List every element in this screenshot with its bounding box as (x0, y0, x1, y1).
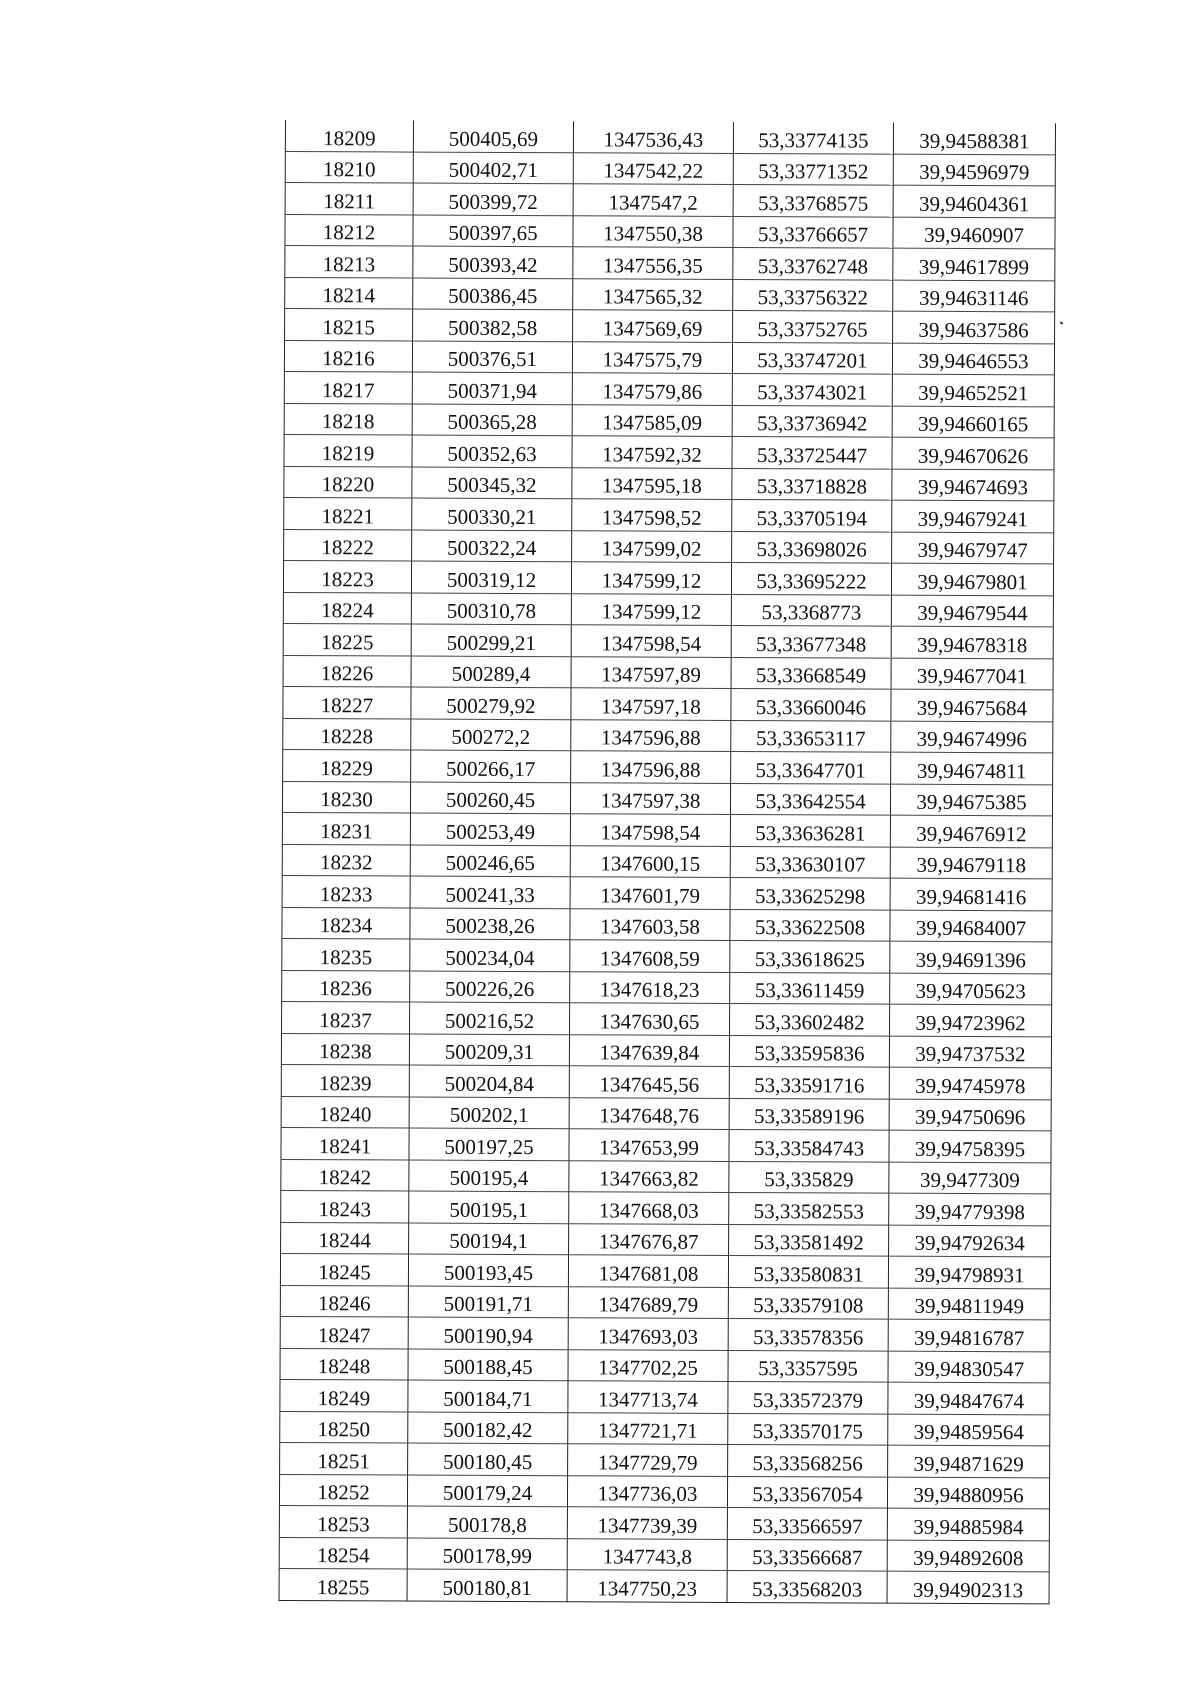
latitude-cell: 53,33570175 (728, 1413, 888, 1445)
y-coordinate-cell: 1347579,86 (572, 373, 732, 405)
y-coordinate-cell: 1347721,71 (568, 1412, 728, 1444)
table-row (279, 1537, 1049, 1572)
point-number-cell: 18219 (284, 434, 412, 466)
x-coordinate-cell: 500184,71 (408, 1380, 568, 1412)
longitude-cell: 39,94885984 (887, 1508, 1049, 1540)
longitude-cell: 39,94674693 (892, 469, 1054, 501)
point-number-cell: 18227 (283, 686, 411, 718)
point-number-cell: 18242 (281, 1159, 409, 1191)
longitude-cell: 39,94830547 (888, 1351, 1050, 1383)
y-coordinate-cell: 1347585,09 (572, 404, 732, 436)
x-coordinate-cell: 500310,78 (411, 593, 571, 625)
table-row (281, 1096, 1051, 1131)
table-row (285, 120, 1055, 154)
x-coordinate-cell: 500180,81 (407, 1569, 567, 1601)
point-number-cell: 18216 (284, 340, 412, 372)
y-coordinate-cell: 1347689,79 (568, 1286, 728, 1318)
y-coordinate-cell: 1347653,99 (569, 1129, 729, 1161)
table-row (279, 1474, 1049, 1509)
y-coordinate-cell: 1347575,79 (572, 341, 732, 373)
longitude-cell: 39,94676912 (890, 815, 1052, 847)
longitude-cell: 39,94674996 (891, 721, 1053, 753)
y-coordinate-cell: 1347598,54 (571, 625, 731, 657)
x-coordinate-cell: 500182,42 (408, 1412, 568, 1444)
x-coordinate-cell: 500202,1 (409, 1097, 569, 1129)
point-number-cell: 18243 (281, 1190, 409, 1222)
longitude-cell: 39,94604361 (893, 185, 1055, 217)
table-row (282, 844, 1052, 879)
latitude-cell: 53,33579108 (728, 1287, 888, 1319)
longitude-cell: 39,94631146 (893, 280, 1055, 312)
y-coordinate-cell: 1347536,43 (573, 121, 733, 153)
longitude-cell: 39,94675385 (890, 784, 1052, 816)
point-number-cell: 18229 (283, 749, 411, 781)
y-coordinate-cell: 1347599,02 (572, 530, 732, 562)
x-coordinate-cell: 500194,1 (409, 1223, 569, 1255)
point-number-cell: 18235 (282, 938, 410, 970)
x-coordinate-cell: 500345,32 (412, 467, 572, 499)
y-coordinate-cell: 1347550,38 (573, 215, 733, 247)
longitude-cell: 39,94681416 (890, 878, 1052, 910)
y-coordinate-cell: 1347599,12 (571, 593, 731, 625)
point-number-cell: 18221 (284, 497, 412, 529)
x-coordinate-cell: 500289,4 (411, 656, 571, 688)
point-number-cell: 18210 (285, 151, 413, 183)
x-coordinate-cell: 500209,31 (409, 1034, 569, 1066)
longitude-cell: 39,94847674 (888, 1382, 1050, 1414)
table-row (285, 246, 1055, 281)
point-number-cell: 18218 (284, 403, 412, 435)
table-row (284, 403, 1054, 438)
x-coordinate-cell: 500352,63 (412, 435, 572, 467)
latitude-cell: 53,33582553 (729, 1192, 889, 1224)
latitude-cell: 53,33642554 (730, 783, 890, 815)
latitude-cell: 53,33572379 (728, 1381, 888, 1413)
x-coordinate-cell: 500197,25 (409, 1128, 569, 1160)
x-coordinate-cell: 500178,99 (407, 1538, 567, 1570)
longitude-cell: 39,94745978 (889, 1067, 1051, 1099)
x-coordinate-cell: 500179,24 (407, 1475, 567, 1507)
table-row (285, 214, 1055, 249)
x-coordinate-cell: 500402,71 (413, 152, 573, 184)
point-number-cell: 18248 (280, 1348, 408, 1380)
y-coordinate-cell: 1347681,08 (568, 1255, 728, 1287)
latitude-cell: 53,33567054 (727, 1476, 887, 1508)
x-coordinate-cell: 500365,28 (412, 404, 572, 436)
x-coordinate-cell: 500191,71 (408, 1286, 568, 1318)
x-coordinate-cell: 500188,45 (408, 1349, 568, 1381)
latitude-cell: 53,33622508 (730, 909, 890, 941)
table-row (285, 277, 1055, 312)
coordinates-table (279, 120, 1056, 1604)
x-coordinate-cell: 500260,45 (410, 782, 570, 814)
table-row (285, 309, 1055, 344)
table-row (284, 529, 1054, 564)
table-row (283, 718, 1053, 753)
x-coordinate-cell: 500190,94 (408, 1317, 568, 1349)
y-coordinate-cell: 1347565,32 (573, 278, 733, 310)
point-number-cell: 18245 (280, 1253, 408, 1285)
x-coordinate-cell: 500393,42 (413, 246, 573, 278)
latitude-cell: 53,33677348 (731, 625, 891, 657)
x-coordinate-cell: 500405,69 (413, 121, 573, 153)
table-row (282, 781, 1052, 816)
longitude-cell: 39,94816787 (888, 1319, 1050, 1351)
point-number-cell: 18226 (283, 655, 411, 687)
longitude-cell: 39,94723962 (890, 1004, 1052, 1036)
point-number-cell: 18228 (283, 718, 411, 750)
y-coordinate-cell: 1347596,88 (571, 751, 731, 783)
point-number-cell: 18230 (282, 781, 410, 813)
y-coordinate-cell: 1347598,52 (572, 499, 732, 531)
table-row (282, 1001, 1052, 1036)
x-coordinate-cell: 500397,65 (413, 215, 573, 247)
point-number-cell: 18223 (283, 560, 411, 592)
latitude-cell: 53,33762748 (733, 247, 893, 279)
y-coordinate-cell: 1347569,69 (573, 310, 733, 342)
latitude-cell: 53,33736942 (732, 405, 892, 437)
longitude-cell: 39,9477309 (889, 1162, 1051, 1194)
x-coordinate-cell: 500266,17 (411, 750, 571, 782)
y-coordinate-cell: 1347599,12 (571, 562, 731, 594)
table-row (281, 1190, 1051, 1225)
point-number-cell: 18209 (285, 120, 413, 152)
table-row (281, 1127, 1051, 1162)
point-number-cell: 18238 (281, 1033, 409, 1065)
latitude-cell: 53,3368773 (731, 594, 891, 626)
stray-mark (1060, 321, 1064, 324)
table-row (284, 466, 1054, 501)
latitude-cell: 53,33695222 (731, 562, 891, 594)
x-coordinate-cell: 500371,94 (412, 372, 572, 404)
table-row (284, 371, 1054, 406)
longitude-cell: 39,94679747 (892, 532, 1054, 564)
point-number-cell: 18222 (284, 529, 412, 561)
longitude-cell: 39,94679241 (892, 500, 1054, 532)
longitude-cell: 39,94750696 (889, 1099, 1051, 1131)
table-row (279, 1505, 1049, 1540)
point-number-cell: 18213 (285, 246, 413, 278)
table-row (285, 151, 1055, 186)
x-coordinate-cell: 500319,12 (411, 561, 571, 593)
x-coordinate-cell: 500299,21 (411, 624, 571, 656)
point-number-cell: 18250 (280, 1411, 408, 1443)
table-row (280, 1411, 1050, 1446)
x-coordinate-cell: 500180,45 (408, 1443, 568, 1475)
point-number-cell: 18225 (283, 623, 411, 655)
point-number-cell: 18241 (281, 1127, 409, 1159)
point-number-cell: 18254 (279, 1537, 407, 1569)
y-coordinate-cell: 1347668,03 (569, 1192, 729, 1224)
latitude-cell: 53,33618625 (730, 940, 890, 972)
y-coordinate-cell: 1347598,54 (570, 814, 730, 846)
y-coordinate-cell: 1347595,18 (572, 467, 732, 499)
table-row (279, 1568, 1049, 1603)
point-number-cell: 18244 (281, 1222, 409, 1254)
x-coordinate-cell: 500322,24 (412, 530, 572, 562)
longitude-cell: 39,94675684 (891, 689, 1053, 721)
table-row (283, 655, 1053, 690)
point-number-cell: 18212 (285, 214, 413, 246)
x-coordinate-cell: 500234,04 (410, 939, 570, 971)
longitude-cell: 39,94652521 (892, 374, 1054, 406)
y-coordinate-cell: 1347676,87 (569, 1223, 729, 1255)
y-coordinate-cell: 1347630,65 (570, 1003, 730, 1035)
y-coordinate-cell: 1347618,23 (570, 971, 730, 1003)
table-row (285, 183, 1055, 218)
table-row (283, 623, 1053, 658)
y-coordinate-cell: 1347603,58 (570, 908, 730, 940)
y-coordinate-cell: 1347743,8 (567, 1538, 727, 1570)
y-coordinate-cell: 1347596,88 (571, 719, 731, 751)
longitude-cell: 39,94892608 (887, 1540, 1049, 1572)
longitude-cell: 39,94679544 (891, 595, 1053, 627)
longitude-cell: 39,94758395 (889, 1130, 1051, 1162)
point-number-cell: 18231 (282, 812, 410, 844)
longitude-cell: 39,94679118 (890, 847, 1052, 879)
latitude-cell: 53,33771352 (733, 153, 893, 185)
y-coordinate-cell: 1347648,76 (569, 1097, 729, 1129)
latitude-cell: 53,33630107 (730, 846, 890, 878)
latitude-cell: 53,33611459 (730, 972, 890, 1004)
latitude-cell: 53,33718828 (732, 468, 892, 500)
y-coordinate-cell: 1347693,03 (568, 1318, 728, 1350)
latitude-cell: 53,33581492 (729, 1224, 889, 1256)
point-number-cell: 18237 (282, 1001, 410, 1033)
point-number-cell: 18247 (280, 1316, 408, 1348)
latitude-cell: 53,33668549 (731, 657, 891, 689)
longitude-cell: 39,94678318 (891, 626, 1053, 658)
x-coordinate-cell: 500195,1 (409, 1191, 569, 1223)
latitude-cell: 53,33752765 (733, 310, 893, 342)
table-row (281, 1159, 1051, 1194)
x-coordinate-cell: 500279,92 (411, 687, 571, 719)
x-coordinate-cell: 500376,51 (412, 341, 572, 373)
y-coordinate-cell: 1347597,38 (570, 782, 730, 814)
y-coordinate-cell: 1347597,18 (571, 688, 731, 720)
latitude-cell: 53,33756322 (733, 279, 893, 311)
point-number-cell: 18233 (282, 875, 410, 907)
latitude-cell: 53,3357595 (728, 1350, 888, 1382)
table-row (282, 970, 1052, 1005)
table-row (280, 1348, 1050, 1383)
y-coordinate-cell: 1347729,79 (568, 1444, 728, 1476)
y-coordinate-cell: 1347663,82 (569, 1160, 729, 1192)
x-coordinate-cell: 500241,33 (410, 876, 570, 908)
longitude-cell: 39,9460907 (893, 217, 1055, 249)
table-row (283, 749, 1053, 784)
table-row (280, 1253, 1050, 1288)
y-coordinate-cell: 1347542,22 (573, 152, 733, 184)
table-row (284, 497, 1054, 532)
x-coordinate-cell: 500178,8 (407, 1506, 567, 1538)
y-coordinate-cell: 1347702,25 (568, 1349, 728, 1381)
latitude-cell: 53,33580831 (728, 1255, 888, 1287)
longitude-cell: 39,94684007 (890, 910, 1052, 942)
point-number-cell: 18252 (279, 1474, 407, 1506)
x-coordinate-cell: 500226,26 (410, 971, 570, 1003)
latitude-cell: 53,33725447 (732, 436, 892, 468)
latitude-cell: 53,33653117 (731, 720, 891, 752)
point-number-cell: 18215 (285, 309, 413, 341)
table-row (283, 686, 1053, 721)
latitude-cell: 53,33595836 (729, 1035, 889, 1067)
latitude-cell: 53,33568203 (727, 1570, 887, 1602)
x-coordinate-cell: 500399,72 (413, 183, 573, 215)
longitude-cell: 39,94691396 (890, 941, 1052, 973)
x-coordinate-cell: 500193,45 (408, 1254, 568, 1286)
longitude-cell: 39,94637586 (893, 311, 1055, 343)
latitude-cell: 53,33602482 (730, 1003, 890, 1035)
longitude-cell: 39,94646553 (892, 343, 1054, 375)
x-coordinate-cell: 500330,21 (412, 498, 572, 530)
longitude-cell: 39,94871629 (888, 1445, 1050, 1477)
point-number-cell: 18214 (285, 277, 413, 309)
longitude-cell: 39,94779398 (889, 1193, 1051, 1225)
x-coordinate-cell: 500195,4 (409, 1160, 569, 1192)
y-coordinate-cell: 1347736,03 (567, 1475, 727, 1507)
latitude-cell: 53,335829 (729, 1161, 889, 1193)
longitude-cell: 39,94660165 (892, 406, 1054, 438)
longitude-cell: 39,94880956 (887, 1477, 1049, 1509)
latitude-cell: 53,33566597 (727, 1507, 887, 1539)
point-number-cell: 18234 (282, 907, 410, 939)
latitude-cell: 53,33774135 (733, 122, 893, 154)
latitude-cell: 53,33647701 (731, 751, 891, 783)
latitude-cell: 53,33705194 (732, 499, 892, 531)
point-number-cell: 18217 (284, 371, 412, 403)
y-coordinate-cell: 1347608,59 (570, 940, 730, 972)
table-row (281, 1064, 1051, 1099)
table-row (284, 434, 1054, 469)
y-coordinate-cell: 1347597,89 (571, 656, 731, 688)
table-row (283, 592, 1053, 627)
point-number-cell: 18224 (283, 592, 411, 624)
y-coordinate-cell: 1347713,74 (568, 1381, 728, 1413)
latitude-cell: 53,33568256 (728, 1444, 888, 1476)
longitude-cell: 39,94902313 (887, 1571, 1049, 1603)
table-row (283, 560, 1053, 595)
latitude-cell: 53,33768575 (733, 184, 893, 216)
longitude-cell: 39,94596979 (893, 154, 1055, 186)
x-coordinate-cell: 500246,65 (410, 845, 570, 877)
latitude-cell: 53,33636281 (730, 814, 890, 846)
coordinates-table-body (279, 120, 1055, 1603)
table-row (280, 1316, 1050, 1351)
y-coordinate-cell: 1347601,79 (570, 877, 730, 909)
longitude-cell: 39,94670626 (892, 437, 1054, 469)
point-number-cell: 18240 (281, 1096, 409, 1128)
x-coordinate-cell: 500204,84 (409, 1065, 569, 1097)
table-row (282, 812, 1052, 847)
longitude-cell: 39,94674811 (891, 752, 1053, 784)
table-row (282, 875, 1052, 910)
latitude-cell: 53,33566687 (727, 1539, 887, 1571)
latitude-cell: 53,33660046 (731, 688, 891, 720)
point-number-cell: 18246 (280, 1285, 408, 1317)
point-number-cell: 18220 (284, 466, 412, 498)
table-row (280, 1379, 1050, 1414)
point-number-cell: 18255 (279, 1568, 407, 1600)
latitude-cell: 53,33766657 (733, 216, 893, 248)
longitude-cell: 39,94617899 (893, 248, 1055, 280)
longitude-cell: 39,94859564 (888, 1414, 1050, 1446)
point-number-cell: 18239 (281, 1064, 409, 1096)
y-coordinate-cell: 1347556,35 (573, 247, 733, 279)
y-coordinate-cell: 1347600,15 (570, 845, 730, 877)
y-coordinate-cell: 1347547,2 (573, 184, 733, 216)
latitude-cell: 53,33625298 (730, 877, 890, 909)
longitude-cell: 39,94588381 (893, 123, 1055, 155)
latitude-cell: 53,33584743 (729, 1129, 889, 1161)
x-coordinate-cell: 500238,26 (410, 908, 570, 940)
y-coordinate-cell: 1347639,84 (569, 1034, 729, 1066)
table-row (282, 907, 1052, 942)
longitude-cell: 39,94811949 (888, 1288, 1050, 1320)
point-number-cell: 18253 (279, 1505, 407, 1537)
point-number-cell: 18251 (280, 1442, 408, 1474)
latitude-cell: 53,33578356 (728, 1318, 888, 1350)
table-row (280, 1285, 1050, 1320)
x-coordinate-cell: 500253,49 (410, 813, 570, 845)
longitude-cell: 39,94677041 (891, 658, 1053, 690)
latitude-cell: 53,33591716 (729, 1066, 889, 1098)
table-row (281, 1222, 1051, 1257)
x-coordinate-cell: 500272,2 (411, 719, 571, 751)
point-number-cell: 18236 (282, 970, 410, 1002)
x-coordinate-cell: 500382,58 (413, 309, 573, 341)
x-coordinate-cell: 500216,52 (410, 1002, 570, 1034)
y-coordinate-cell: 1347645,56 (569, 1066, 729, 1098)
longitude-cell: 39,94798931 (888, 1256, 1050, 1288)
longitude-cell: 39,94792634 (889, 1225, 1051, 1257)
table-row (284, 340, 1054, 375)
longitude-cell: 39,94737532 (889, 1036, 1051, 1068)
latitude-cell: 53,33743021 (732, 373, 892, 405)
table-row (281, 1033, 1051, 1068)
longitude-cell: 39,94705623 (890, 973, 1052, 1005)
y-coordinate-cell: 1347739,39 (567, 1507, 727, 1539)
table-row (280, 1442, 1050, 1477)
latitude-cell: 53,33747201 (732, 342, 892, 374)
x-coordinate-cell: 500386,45 (413, 278, 573, 310)
point-number-cell: 18249 (280, 1379, 408, 1411)
latitude-cell: 53,33589196 (729, 1098, 889, 1130)
y-coordinate-cell: 1347750,23 (567, 1570, 727, 1602)
y-coordinate-cell: 1347592,32 (572, 436, 732, 468)
latitude-cell: 53,33698026 (732, 531, 892, 563)
table-row (282, 938, 1052, 973)
point-number-cell: 18211 (285, 183, 413, 215)
point-number-cell: 18232 (282, 844, 410, 876)
longitude-cell: 39,94679801 (891, 563, 1053, 595)
